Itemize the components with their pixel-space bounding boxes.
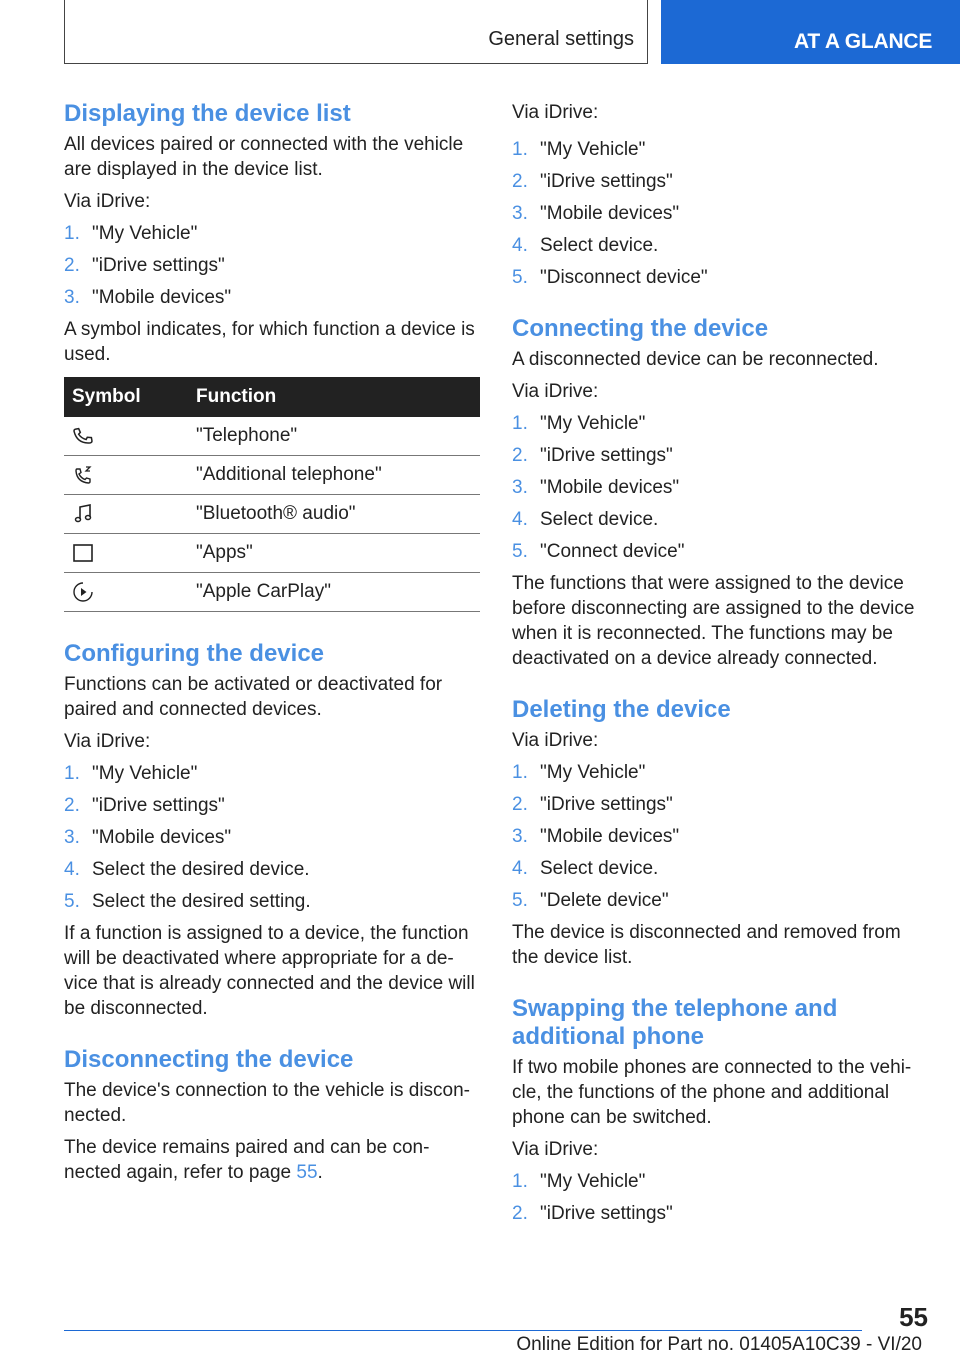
footer-divider [64,1330,862,1331]
step-number: 3. [64,827,80,848]
list-item [512,475,928,500]
list-item [512,792,928,817]
list-item [64,857,480,882]
step-number: 1. [512,139,528,160]
step-text: "iDrive settings" [540,794,673,815]
music-note-icon [72,503,94,525]
list-item [64,221,480,246]
list-item [64,761,480,786]
step-list [64,221,480,310]
paragraph: The device is disconnected and removed from the device list. [512,922,901,968]
step-text: "iDrive settings" [540,1203,673,1224]
step-text: Select device. [540,235,659,256]
step-number: 5. [512,541,528,562]
step-list [512,137,928,290]
step-number: 4. [512,509,528,530]
step-number: 4. [64,859,80,880]
telephone-icon [72,425,94,447]
list-item [512,856,928,881]
step-text: Select device. [540,858,659,879]
function-cell: "Apple CarPlay" [188,573,480,612]
step-text: Select the desired device. [92,859,310,880]
step-text: "My Vehicle" [540,1171,646,1192]
column-header-symbol: Symbol [64,377,188,417]
step-text: "Mobile devices" [540,203,680,224]
list-item [64,889,480,914]
right-column [512,100,928,1233]
step-number: 3. [512,826,528,847]
heading-deleting-device: Deleting the device [512,696,731,723]
list-item [512,760,928,785]
function-cell: "Telephone" [188,417,480,456]
table-row [64,417,480,456]
step-number: 1. [64,223,80,244]
step-text: "iDrive settings" [540,445,673,466]
step-number: 4. [512,858,528,879]
heading-displaying-device-list: Displaying the device list [64,100,351,127]
step-list [512,1169,928,1226]
step-number: 2. [512,445,528,466]
step-text: "Mobile devices" [92,827,232,848]
step-text: "My Vehicle" [92,223,198,244]
step-text: "iDrive settings" [92,255,225,276]
header-chapter-label: AT A GLANCE [794,30,933,53]
paragraph: A disconnected device can be reconnected. [512,349,879,370]
step-list [512,411,928,564]
function-cell: "Apps" [188,534,480,573]
table-row [64,456,480,495]
left-column [64,100,480,1192]
step-number: 2. [512,794,528,815]
page-reference-link[interactable]: 55 [296,1162,318,1183]
paragraph-with-page-reference [64,1135,480,1185]
step-text: "Mobile devices" [540,477,680,498]
footer-edition-text: Online Edition for Part no. 01405A10C39 - VI/20 [516,1334,922,1355]
function-cell: "Additional telephone" [188,456,480,495]
step-number: 3. [512,477,528,498]
step-number: 1. [512,762,528,783]
list-item [512,1169,928,1194]
list-item [64,253,480,278]
list-item [64,285,480,310]
step-text: "My Vehicle" [92,763,198,784]
via-idrive-label: Via iDrive: [64,191,151,212]
function-cell: "Bluetooth® audio" [188,495,480,534]
step-number: 2. [64,795,80,816]
list-item [512,265,928,290]
paragraph: Functions can be activated or deactivated for paired and connected devices. [64,674,443,720]
table-row [64,573,480,612]
table-row [64,495,480,534]
heading-connecting-device: Connecting the device [512,315,769,342]
step-number: 2. [512,171,528,192]
step-text: "Mobile devices" [540,826,680,847]
step-number: 5. [512,890,528,911]
paragraph: If a function is assigned to a device, the function will be deactivated where appropriate for a de‐vice that is already connected and the device will be disconnected. [64,923,475,1019]
paragraph-text-end: . [317,1162,323,1183]
step-number: 1. [64,763,80,784]
column-header-function: Function [188,377,480,417]
apps-square-icon [72,542,94,564]
additional-telephone-icon [72,464,94,486]
step-list [64,761,480,914]
step-text: "My Vehicle" [540,413,646,434]
paragraph: If two mobile phones are connected to the vehi‐cle, the functions of the phone and additional phone can be switched. [512,1057,912,1128]
list-item [512,507,928,532]
step-text: "My Vehicle" [540,762,646,783]
via-idrive-label: Via iDrive: [512,102,599,123]
step-text: "My Vehicle" [540,139,646,160]
via-idrive-label: Via iDrive: [512,730,599,751]
list-item [64,825,480,850]
list-item [512,443,928,468]
list-item [512,169,928,194]
list-item [512,824,928,849]
step-number: 5. [512,267,528,288]
step-number: 3. [512,203,528,224]
list-item [512,888,928,913]
step-text: "Mobile devices" [92,287,232,308]
heading-disconnecting-device: Disconnecting the device [64,1046,354,1073]
step-number: 1. [512,1171,528,1192]
step-text: Select the desired setting. [92,891,311,912]
step-number: 2. [512,1203,528,1224]
list-item [512,201,928,226]
step-text: "Delete device" [540,890,669,911]
list-item [64,793,480,818]
heading-swapping-telephone: Swapping the telephone and additional phone [512,995,838,1050]
list-item [512,539,928,564]
paragraph: The functions that were assigned to the device before disconnecting are assigned to the device when it is reconnected. The functions may be deactivated on a device already connected. [512,573,915,669]
heading-configuring-device: Configuring the device [64,640,325,667]
step-list [512,760,928,913]
paragraph: A symbol indicates, for which function a device is used. [64,319,475,365]
header-chapter-tab[interactable] [661,0,960,64]
table-header-row [64,377,480,417]
step-number: 3. [64,287,80,308]
step-number: 1. [512,413,528,434]
step-text: "iDrive settings" [92,795,225,816]
via-idrive-label: Via iDrive: [512,381,599,402]
carplay-play-icon [72,581,94,603]
list-item [512,411,928,436]
step-text: "Connect device" [540,541,685,562]
symbol-function-table [64,377,480,612]
via-idrive-label: Via iDrive: [64,731,151,752]
table-row [64,534,480,573]
paragraph: The device's connection to the vehicle is discon‐nected. [64,1080,471,1126]
list-item [512,1201,928,1226]
step-text: Select device. [540,509,659,530]
step-number: 2. [64,255,80,276]
paragraph-text: The device remains paired and can be con‐nected again, refer to page [64,1137,430,1183]
step-text: "Disconnect device" [540,267,708,288]
header-section-title: General settings [488,28,634,50]
paragraph: All devices paired or connected with the vehicle are displayed in the device list. [64,134,464,180]
page-number: 55 [899,1302,928,1332]
step-number: 4. [512,235,528,256]
step-number: 5. [64,891,80,912]
list-item [512,233,928,258]
list-item [512,137,928,162]
via-idrive-label: Via iDrive: [512,1139,599,1160]
step-text: "iDrive settings" [540,171,673,192]
